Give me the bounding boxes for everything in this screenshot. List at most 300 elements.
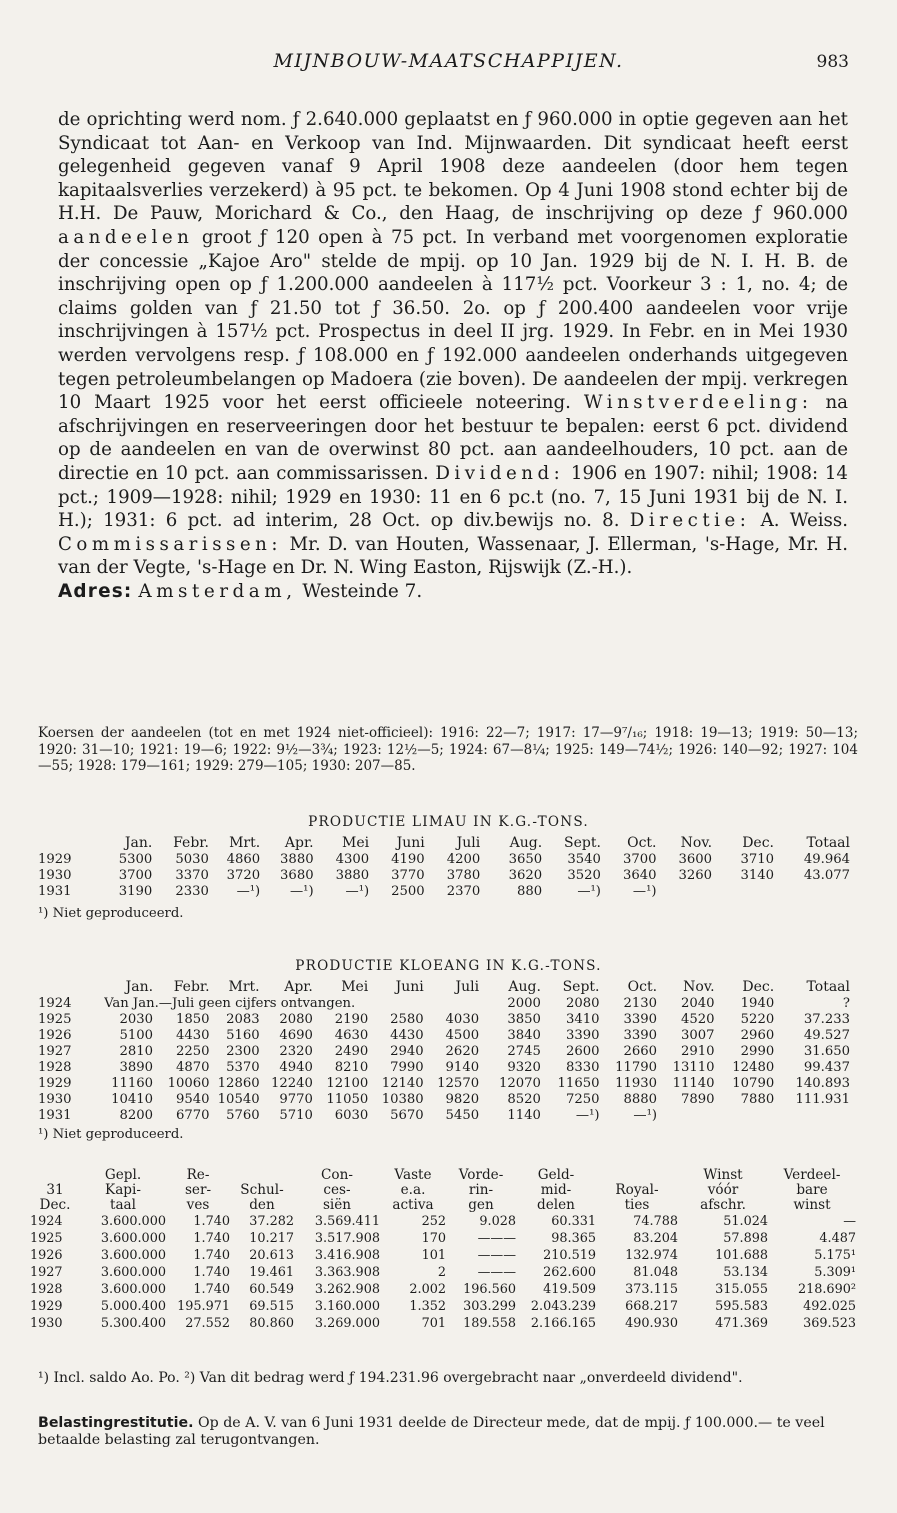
- value-cell: 3.600.000: [100, 1231, 166, 1246]
- value-cell: 60.549: [249, 1282, 294, 1297]
- value-cell: 3700: [118, 867, 153, 883]
- value-cell: 3710: [740, 851, 774, 867]
- value-cell: 31.650: [803, 1043, 850, 1059]
- intro-part-1: de oprichting werd nom. ƒ 2.640.000 geplaatst en ƒ 960.000 in optie gegeven aan het Syndicaat tot Aan- en Verkoop van Ind. Mijnwaarden. Dit syndicaat heeft eerst gelegenheid gegeven vanaf 9 April 1908 deze aandeelen (door hem tegen kapitaalsverlies verzekerd) à 95 pct. te bekomen. Op 4 Juni 1908 stond echter bij de H.H. De Pauw, Morichard & Co., den Haag, de inschrijving op deze ƒ 960.000: [58, 109, 848, 225]
- kloeang-table-row: [38, 1075, 850, 1091]
- kloeang-table-row: [38, 1027, 850, 1043]
- winstverdeeling-heading: Winstverdeeling:: [583, 392, 813, 414]
- balance-table-row: [30, 1298, 856, 1315]
- directie-heading: Directie:: [629, 510, 751, 532]
- col-header: Royal- ties: [615, 1182, 659, 1213]
- value-cell: 3.262.908: [314, 1282, 380, 1297]
- col-header: Juli: [456, 835, 481, 851]
- value-cell: —¹): [345, 883, 370, 899]
- value-cell: 1850: [175, 1011, 210, 1027]
- value-cell: 2745: [507, 1043, 541, 1059]
- value-cell: 252: [421, 1214, 446, 1229]
- value-cell: 6770: [175, 1107, 210, 1123]
- value-cell: 2990: [740, 1043, 775, 1059]
- value-cell: 5.175¹: [814, 1248, 856, 1263]
- value-cell: 2.166.165: [530, 1316, 596, 1331]
- value-cell: 196.560: [463, 1282, 516, 1297]
- balance-footnote-text: ¹) Incl. saldo Ao. Po. ²) Van dit bedrag werd ƒ 194.231.96 overgebracht naar „onverdeeld dividend".: [38, 1370, 743, 1386]
- value-cell: 101.688: [715, 1248, 768, 1263]
- value-cell: 2: [437, 1265, 446, 1280]
- value-cell: 51.024: [723, 1214, 768, 1229]
- value-cell: 13110: [672, 1059, 715, 1075]
- value-cell: 3840: [507, 1027, 541, 1043]
- value-cell: 12240: [270, 1075, 313, 1091]
- value-cell: 5100: [119, 1027, 154, 1043]
- value-cell: 3520: [567, 867, 601, 883]
- col-header: Juni: [396, 835, 425, 851]
- value-cell: 5160: [226, 1027, 260, 1043]
- value-cell: 12140: [381, 1075, 424, 1091]
- value-cell: 3850: [507, 1011, 541, 1027]
- address-line: [58, 580, 848, 604]
- value-cell: —¹): [632, 883, 657, 899]
- value-cell: 1940: [740, 995, 775, 1011]
- limau-footnote: ¹) Niet geproduceerd.: [38, 906, 184, 921]
- value-cell: 10.217: [249, 1231, 294, 1246]
- share-prices-text: Koersen der aandeelen (tot en met 1924 niet-officieel): 1916: 22—7; 1917: 17—9⁷/₁₆; 1918: 19—13; 1919: 50—13; 1920: 31—10; 1921: 19—6; 1922: 9½—3¾; 1923: 12½—5; 1924: 67—8¼; 1925: 149—74½; 1926: 140—92; 1927: 104—55; 1928: 179—161; 1929: 279—105; 1930: 207—85.: [38, 725, 858, 774]
- value-cell: 12570: [437, 1075, 480, 1091]
- value-cell: 4690: [279, 1027, 313, 1043]
- missing-data-note: Van Jan.—Juli geen cijfers ontvangen.: [104, 995, 356, 1011]
- col-header: Juli: [455, 979, 480, 995]
- col-header: Mei: [341, 979, 369, 995]
- value-cell: 7250: [565, 1091, 600, 1107]
- value-cell: 1.740: [193, 1248, 230, 1263]
- value-cell: 4630: [334, 1027, 369, 1043]
- value-cell: 9540: [175, 1091, 210, 1107]
- balance-table-row: [30, 1213, 856, 1230]
- value-cell: 10060: [167, 1075, 210, 1091]
- value-cell: 3890: [119, 1059, 154, 1075]
- value-cell: 3620: [508, 867, 543, 883]
- col-header: Apr.: [284, 835, 314, 851]
- value-cell: 1.740: [193, 1231, 230, 1246]
- year-cell: 1926: [30, 1248, 63, 1263]
- value-cell: 3.600.000: [100, 1248, 166, 1263]
- value-cell: 11790: [615, 1059, 658, 1075]
- year-cell: 1924: [38, 995, 72, 1011]
- tax-refund-body: Op de A. V. van 6 Juni 1931 deelde de Directeur mede, dat de mpij. ƒ 100.000.— te veel betaalde belasting zal terugontvangen.: [38, 1415, 825, 1448]
- value-cell: —: [843, 1214, 856, 1229]
- value-cell: 74.788: [633, 1214, 678, 1229]
- address-label: Adres:: [58, 580, 133, 602]
- value-cell: 3770: [391, 867, 425, 883]
- value-cell: 3.600.000: [100, 1282, 166, 1297]
- value-cell: ———: [477, 1248, 516, 1263]
- value-cell: 2580: [390, 1011, 424, 1027]
- value-cell: 3600: [678, 851, 713, 867]
- value-cell: 419.509: [543, 1282, 596, 1297]
- year-cell: 1931: [38, 883, 72, 899]
- value-cell: 9.028: [479, 1214, 516, 1229]
- value-cell: 8210: [334, 1059, 369, 1075]
- col-header: Aug.: [508, 979, 541, 995]
- value-cell: 8880: [623, 1091, 658, 1107]
- col-header: Sept.: [562, 979, 600, 995]
- value-cell: 2.043.239: [530, 1299, 596, 1314]
- value-cell: 19.461: [249, 1265, 294, 1280]
- value-cell: 189.558: [463, 1316, 516, 1331]
- kloeang-table-row: [38, 1059, 850, 1075]
- value-cell: 5300: [118, 851, 153, 867]
- value-cell: [712, 883, 774, 899]
- value-cell: 3.269.000: [314, 1316, 380, 1331]
- value-cell: ———: [477, 1265, 516, 1280]
- value-cell: 2190: [334, 1011, 369, 1027]
- value-cell: —¹): [577, 883, 601, 899]
- balance-footnotes: [38, 1370, 858, 1387]
- value-cell: 170: [421, 1231, 446, 1246]
- value-cell: [657, 883, 713, 899]
- year-cell: 1929: [30, 1299, 63, 1314]
- col-header: Mrt.: [228, 979, 260, 995]
- value-cell: 2940: [390, 1043, 424, 1059]
- col-header: Gepl. Kapi- taal: [104, 1167, 142, 1213]
- value-cell: 4030: [445, 1011, 480, 1027]
- value-cell: 1140: [507, 1107, 541, 1123]
- balance-table-row: [30, 1281, 856, 1298]
- value-cell: 2370: [446, 883, 481, 899]
- value-cell: 3140: [740, 867, 774, 883]
- value-cell: 3410: [565, 1011, 600, 1027]
- value-cell: 2080: [279, 1011, 313, 1027]
- address-city: Amsterdam,: [138, 580, 297, 602]
- value-cell: 1.352: [409, 1299, 446, 1314]
- value-cell: 5370: [226, 1059, 260, 1075]
- balance-table-row: [30, 1230, 856, 1247]
- col-header: Winst vóór afschr.: [700, 1167, 746, 1213]
- value-cell: 2330: [175, 883, 209, 899]
- value-cell: [657, 1107, 715, 1123]
- value-cell: 490.930: [625, 1316, 678, 1331]
- value-cell: ?: [842, 995, 850, 1011]
- value-cell: 37.233: [803, 1011, 850, 1027]
- col-header: Vorde- rin- gen: [458, 1167, 504, 1213]
- value-cell: 7880: [740, 1091, 775, 1107]
- value-cell: 2040: [681, 995, 715, 1011]
- kloeang-table-row: [38, 1011, 850, 1027]
- aandeelen-spaced: aandeelen: [58, 226, 194, 248]
- value-cell: 12860: [217, 1075, 260, 1091]
- value-cell: 3390: [565, 1027, 600, 1043]
- col-header: 31 Dec.: [39, 1182, 71, 1213]
- intro-part-6: Mr. D. van Houten, Wassenaar, J. Ellerman, 's-Hage, Mr. H. van der Vegte, 's-Hage en Dr. N. Wing Easton, Rijswijk (Z.-H.).: [58, 533, 848, 579]
- value-cell: 101: [421, 1248, 446, 1263]
- year-cell: 1928: [38, 1059, 72, 1075]
- value-cell: 5.300.400: [100, 1316, 166, 1331]
- col-header: Aug.: [509, 835, 543, 851]
- col-header: Mrt.: [229, 835, 261, 851]
- value-cell: 11050: [326, 1091, 369, 1107]
- limau-production-table: [38, 835, 850, 899]
- value-cell: 2490: [334, 1043, 369, 1059]
- value-cell: 1.740: [193, 1214, 230, 1229]
- value-cell: 9140: [445, 1059, 480, 1075]
- value-cell: 9770: [279, 1091, 313, 1107]
- value-cell: 3.600.000: [100, 1214, 166, 1229]
- col-header: Re- ser- ves: [184, 1167, 212, 1213]
- value-cell: 140.893: [795, 1075, 850, 1091]
- value-cell: —¹): [575, 1107, 600, 1123]
- col-header: Jan.: [125, 979, 154, 995]
- value-cell: 492.025: [803, 1299, 856, 1314]
- intro-part-2: groot ƒ 120 open à 75 pct. In verband met voorgenomen exploratie der concessie „Kajoe Aro" stelde de mpij. op 10 Jan. 1929 bij de N. I. H. B. de inschrijving open op ƒ 1.200.000 aandeelen à 117½ pct. Voorkeur 3 : 1, no. 4; de claims golden van ƒ 21.50 tot ƒ 36.50. 2o. op ƒ 200.400 aandeelen voor vrije inschrijvingen à 157½ pct. Prospectus in deel II jrg. 1929. In Febr. en in Mei 1930 werden vervolgens resp. ƒ 108.000 en ƒ 192.000 aandeelen onderhands uitgegeven tegen petroleumbelangen op Madoera (zie boven). De aandeelen der mpij. verkregen 10 Maart 1925 voor het eerst officieele noteering.: [58, 226, 848, 414]
- value-cell: 12100: [326, 1075, 369, 1091]
- value-cell: 5220: [740, 1011, 775, 1027]
- balance-header-row: [30, 1168, 856, 1213]
- value-cell: 3680: [280, 867, 314, 883]
- year-cell: 1930: [30, 1316, 63, 1331]
- col-header: Dec.: [742, 979, 775, 995]
- value-cell: 43.077: [803, 867, 850, 883]
- col-header: Nov.: [683, 979, 715, 995]
- kloeang-production-table: [38, 979, 850, 1123]
- value-cell: 98.365: [551, 1231, 596, 1246]
- value-cell: 4430: [175, 1027, 210, 1043]
- col-header: Sept.: [564, 835, 601, 851]
- value-cell: 4860: [226, 851, 261, 867]
- kloeang-table-row: [38, 1043, 850, 1059]
- company-description: [58, 108, 848, 603]
- value-cell: 3.517.908: [314, 1231, 380, 1246]
- kloeang-table-row: [38, 1091, 850, 1107]
- value-cell: 2080: [565, 995, 600, 1011]
- value-cell: 81.048: [633, 1265, 678, 1280]
- description-paragraph: [58, 108, 848, 580]
- value-cell: 2250: [175, 1043, 210, 1059]
- value-cell: [774, 883, 850, 899]
- col-header: Juni: [395, 979, 424, 995]
- value-cell: 3.600.000: [100, 1265, 166, 1280]
- value-cell: 49.527: [803, 1027, 850, 1043]
- value-cell: 195.971: [177, 1299, 230, 1314]
- value-cell: 3700: [622, 851, 657, 867]
- value-cell: 10790: [732, 1075, 775, 1091]
- value-cell: 3540: [567, 851, 601, 867]
- value-cell: 5760: [226, 1107, 260, 1123]
- value-cell: 303.299: [463, 1299, 516, 1314]
- balance-table-row: [30, 1247, 856, 1264]
- value-cell: 9320: [507, 1059, 541, 1075]
- value-cell: 701: [421, 1316, 446, 1331]
- year-cell: 1930: [38, 1091, 72, 1107]
- col-header: Oct.: [627, 979, 658, 995]
- value-cell: 2300: [226, 1043, 260, 1059]
- value-cell: 99.437: [803, 1059, 850, 1075]
- year-cell: 1925: [38, 1011, 72, 1027]
- tax-refund-paragraph: [38, 1415, 858, 1449]
- col-header: Febr.: [173, 979, 210, 995]
- value-cell: 5450: [445, 1107, 480, 1123]
- value-cell: 3.363.908: [314, 1265, 380, 1280]
- value-cell: 4870: [175, 1059, 210, 1075]
- limau-table-row: [38, 883, 850, 899]
- value-cell: 210.519: [543, 1248, 596, 1263]
- value-cell: 10380: [381, 1091, 424, 1107]
- value-cell: [774, 1107, 850, 1123]
- year-cell: 1927: [38, 1043, 72, 1059]
- value-cell: 7890: [681, 1091, 715, 1107]
- intro-part-4: 1906 en 1907: nihil; 1908: 14 pct.; 1909—1928: nihil; 1929 en 1930: 11 en 6 pc.t (no. 7, 15 Juni 1931 bij de N. I. H.); 1931: 6 pct. ad interim, 28 Oct. op div.bewijs no. 8.: [58, 462, 848, 532]
- share-prices: [38, 725, 858, 775]
- value-cell: —¹): [289, 883, 314, 899]
- limau-table-row: [38, 867, 850, 883]
- value-cell: 2083: [226, 1011, 260, 1027]
- value-cell: 4940: [279, 1059, 313, 1075]
- value-cell: 4300: [335, 851, 370, 867]
- value-cell: 3650: [508, 851, 543, 867]
- value-cell: 3.160.000: [314, 1299, 380, 1314]
- value-cell: 218.690²: [797, 1282, 856, 1297]
- value-cell: 1.740: [193, 1282, 230, 1297]
- value-cell: 4520: [681, 1011, 715, 1027]
- value-cell: 111.931: [795, 1091, 850, 1107]
- value-cell: 3.416.908: [314, 1248, 380, 1263]
- col-header: Vaste e.a. activa: [392, 1167, 434, 1213]
- col-header: Con- ces- siën: [321, 1167, 353, 1213]
- col-header: Mei: [342, 835, 370, 851]
- value-cell: 11160: [111, 1075, 154, 1091]
- value-cell: 11650: [557, 1075, 600, 1091]
- limau-header-row: [38, 835, 850, 851]
- value-cell: 2600: [565, 1043, 600, 1059]
- value-cell: 8330: [565, 1059, 600, 1075]
- value-cell: 5670: [390, 1107, 424, 1123]
- col-header: Oct.: [627, 835, 657, 851]
- value-cell: 3.569.411: [314, 1214, 380, 1229]
- year-cell: 1929: [38, 1075, 72, 1091]
- col-header: Geld- mid- delen: [537, 1167, 575, 1213]
- limau-table-row: [38, 851, 850, 867]
- value-cell: 5710: [279, 1107, 313, 1123]
- value-cell: 4200: [446, 851, 481, 867]
- intro-part-5: A. Weiss.: [760, 510, 848, 532]
- value-cell: 5.309¹: [814, 1265, 856, 1280]
- running-header: [0, 48, 897, 78]
- value-cell: 9820: [445, 1091, 480, 1107]
- value-cell: 369.523: [803, 1316, 856, 1331]
- value-cell: 315.055: [715, 1282, 768, 1297]
- value-cell: 2660: [623, 1043, 658, 1059]
- value-cell: 4.487: [819, 1231, 856, 1246]
- value-cell: 27.552: [185, 1316, 230, 1331]
- value-cell: 5.000.400: [100, 1299, 166, 1314]
- value-cell: 3260: [678, 867, 713, 883]
- kloeang-table-row: [38, 1107, 850, 1123]
- value-cell: 4500: [445, 1027, 480, 1043]
- value-cell: 5030: [175, 851, 209, 867]
- value-cell: [715, 1107, 775, 1123]
- year-cell: 1928: [30, 1282, 63, 1297]
- value-cell: 2620: [445, 1043, 480, 1059]
- value-cell: 4430: [390, 1027, 424, 1043]
- intro-part-3: na afschrijvingen en reserveeringen door het bestuur te bepalen: eerst 6 pct. dividend op de aandeelen en van de overwinst 80 pct. aan aandeelhouders, 10 pct. aan de directie en 10 pct. aan commissarissen.: [58, 392, 848, 484]
- value-cell: 262.600: [543, 1265, 596, 1280]
- col-header: Totaal: [806, 979, 850, 995]
- value-cell: 595.583: [715, 1299, 768, 1314]
- kloeang-footnote: ¹) Niet geproduceerd.: [38, 1127, 184, 1142]
- value-cell: 49.964: [803, 851, 850, 867]
- col-header: Totaal: [806, 835, 850, 851]
- value-cell: 11930: [615, 1075, 658, 1091]
- value-cell: 3880: [280, 851, 314, 867]
- value-cell: 60.331: [551, 1214, 596, 1229]
- col-header: Dec.: [742, 835, 774, 851]
- value-cell: 10410: [111, 1091, 154, 1107]
- value-cell: 83.204: [633, 1231, 678, 1246]
- value-cell: 2960: [740, 1027, 775, 1043]
- value-cell: 1.740: [193, 1265, 230, 1280]
- kloeang-header-row: [38, 979, 850, 995]
- value-cell: 3390: [623, 1011, 658, 1027]
- value-cell: 4190: [391, 851, 425, 867]
- value-cell: 3880: [335, 867, 370, 883]
- value-cell: 57.898: [723, 1231, 768, 1246]
- value-cell: 8520: [507, 1091, 541, 1107]
- value-cell: 7990: [390, 1059, 424, 1075]
- value-cell: 2320: [279, 1043, 313, 1059]
- year-cell: 1924: [30, 1214, 63, 1229]
- address-street: Westeinde 7.: [302, 580, 423, 602]
- year-cell: 1929: [38, 851, 72, 867]
- value-cell: 2130: [623, 995, 658, 1011]
- value-cell: —¹): [236, 883, 261, 899]
- page-title: MIJNBOUW-MAATSCHAPPIJEN.: [273, 50, 624, 72]
- col-header: Nov.: [680, 835, 713, 851]
- value-cell: 12480: [732, 1059, 775, 1075]
- commissarissen-heading: Commissarissen:: [58, 533, 282, 555]
- value-cell: 8200: [119, 1107, 154, 1123]
- year-cell: 1930: [38, 867, 72, 883]
- value-cell: 69.515: [249, 1299, 294, 1314]
- value-cell: 3640: [622, 867, 657, 883]
- value-cell: —¹): [633, 1107, 658, 1123]
- col-header: Apr.: [284, 979, 313, 995]
- value-cell: 2910: [681, 1043, 715, 1059]
- col-header: Verdeel- bare winst: [783, 1167, 841, 1213]
- value-cell: 3190: [118, 883, 153, 899]
- value-cell: 6030: [334, 1107, 369, 1123]
- col-header: Schul- den: [240, 1182, 284, 1213]
- kloeang-row-1924: [38, 995, 850, 1011]
- value-cell: 471.369: [715, 1316, 768, 1331]
- value-cell: 3720: [226, 867, 261, 883]
- balance-sheet-table: [30, 1168, 856, 1332]
- kloeang-title: PRODUCTIE KLOEANG IN K.G.-TONS.: [295, 958, 602, 974]
- year-cell: 1927: [30, 1265, 63, 1280]
- value-cell: 132.974: [625, 1248, 678, 1263]
- value-cell: 2.002: [409, 1282, 446, 1297]
- value-cell: 80.860: [249, 1316, 294, 1331]
- value-cell: 12070: [498, 1075, 541, 1091]
- value-cell: 53.134: [723, 1265, 768, 1280]
- value-cell: 20.613: [249, 1248, 294, 1263]
- tax-refund-text: [38, 1415, 858, 1449]
- value-cell: 37.282: [249, 1214, 294, 1229]
- balance-table-row: [30, 1264, 856, 1281]
- value-cell: 2810: [119, 1043, 154, 1059]
- value-cell: 668.217: [625, 1299, 678, 1314]
- year-cell: 1925: [30, 1231, 63, 1246]
- value-cell: 3390: [623, 1027, 658, 1043]
- value-cell: ———: [477, 1231, 516, 1246]
- col-header: Jan.: [124, 835, 153, 851]
